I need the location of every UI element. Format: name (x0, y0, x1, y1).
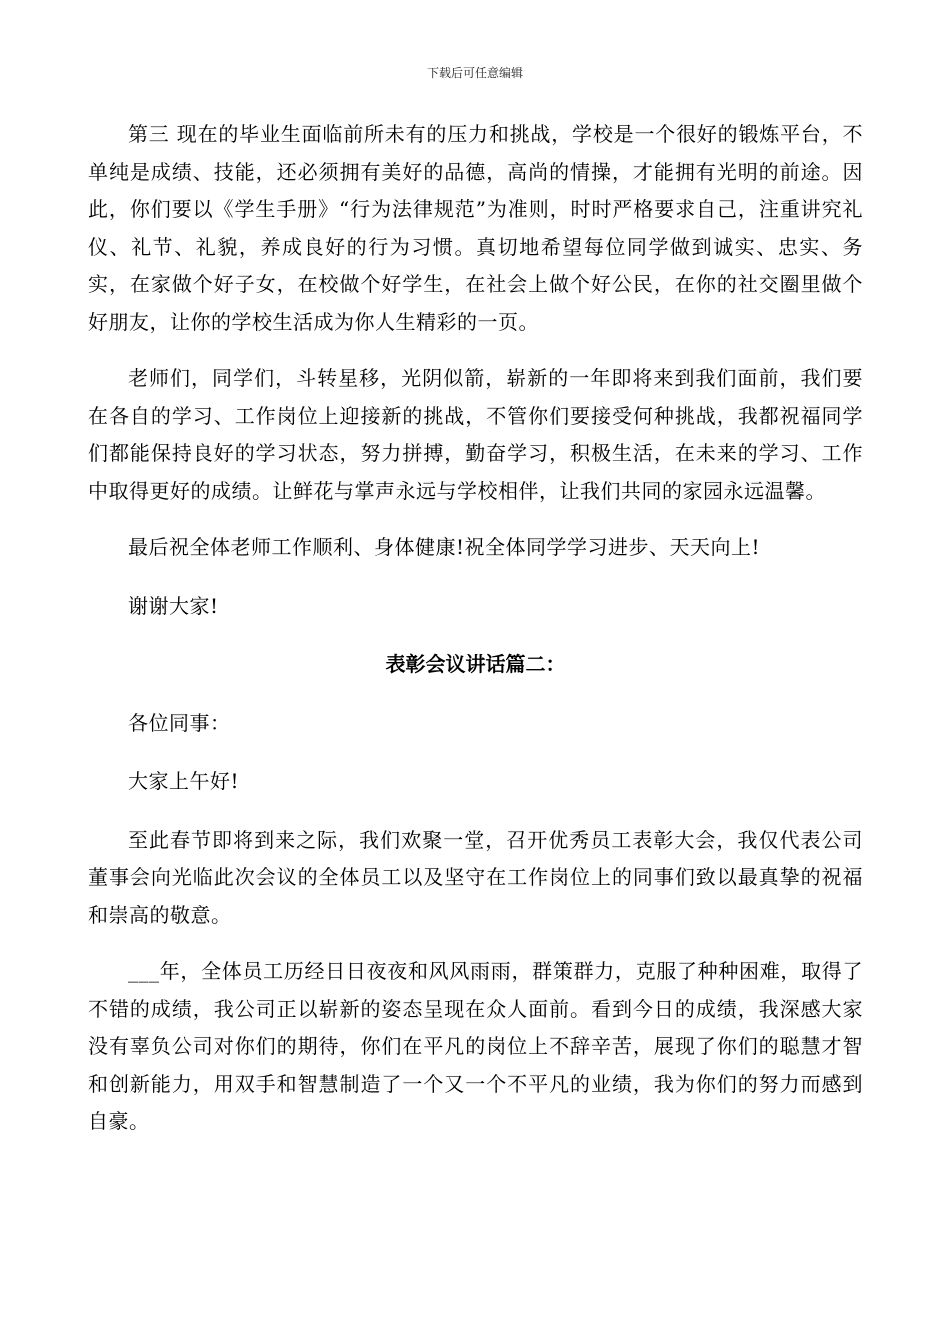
paragraph-opening-remarks: 至此春节即将到来之际，我们欢聚一堂，召开优秀员工表彰大会，我仅代表公司董事会向光临此次会议的全体员工以及坚守在工作岗位上的同事们致以最真挚的祝福和崇高的敬意。 (88, 827, 863, 927)
section-title: 表彰会议讲话篇二： (385, 652, 566, 676)
paragraph-final-blessing: 最后祝全体老师工作顺利、身体健康!祝全体同学学习进步、天天向上! (128, 535, 761, 559)
document-body (88, 116, 863, 1160)
paragraph-greeting: 大家上午好! (128, 769, 240, 793)
paragraph-third-point: 第三 现在的毕业生面临前所未有的压力和挑战，学校是一个很好的锻炼平台，不单纯是成绩、技能，还必须拥有美好的品德，高尚的情操，才能拥有光明的前途。因此，你们要以《学生手册》“行为法律规范”为准则，时时严格要求自己，注重讲究礼仪、礼节、礼貌，养成良好的行为习惯。真切地希望每位同学做到诚实、忠实、务实，在家做个好子女，在校做个好学生，在社会上做个好公民，在你的社交圈里做个好朋友，让你的学校生活成为你人生精彩的一页。 (88, 122, 863, 334)
paragraph-thanks: 谢谢大家! (128, 593, 219, 618)
page-header: 下载后可任意编辑 (426, 66, 523, 80)
paragraph-year-review: ___年，全体员工历经日日夜夜和风风雨雨，群策群力，克服了种种困难，取得了不错的成绩，我公司正以崭新的姿态呈现在众人面前。看到今日的成绩，我深感大家没有辜负公司对你们的期待，你们在平凡的岗位上不辞辛苦，展现了你们的聪慧才智和创新能力，用双手和智慧制造了一个又一个不平凡的业绩，我为你们的努力而感到自豪。 (88, 959, 863, 1133)
paragraph-new-year-wishes: 老师们，同学们，斗转星移，光阴似箭，崭新的一年即将来到我们面前，我们要在各自的学习、工作岗位上迎接新的挑战，不管你们要接受何种挑战，我都祝福同学们都能保持良好的学习状态，努力拼搏，勤奋学习，积极生活，在未来的学习、工作中取得更好的成绩。让鲜花与掌声永远与学校相伴，让我们共同的家园永远温馨。 (88, 366, 863, 503)
paragraph-salutation: 各位同事： (128, 710, 231, 735)
